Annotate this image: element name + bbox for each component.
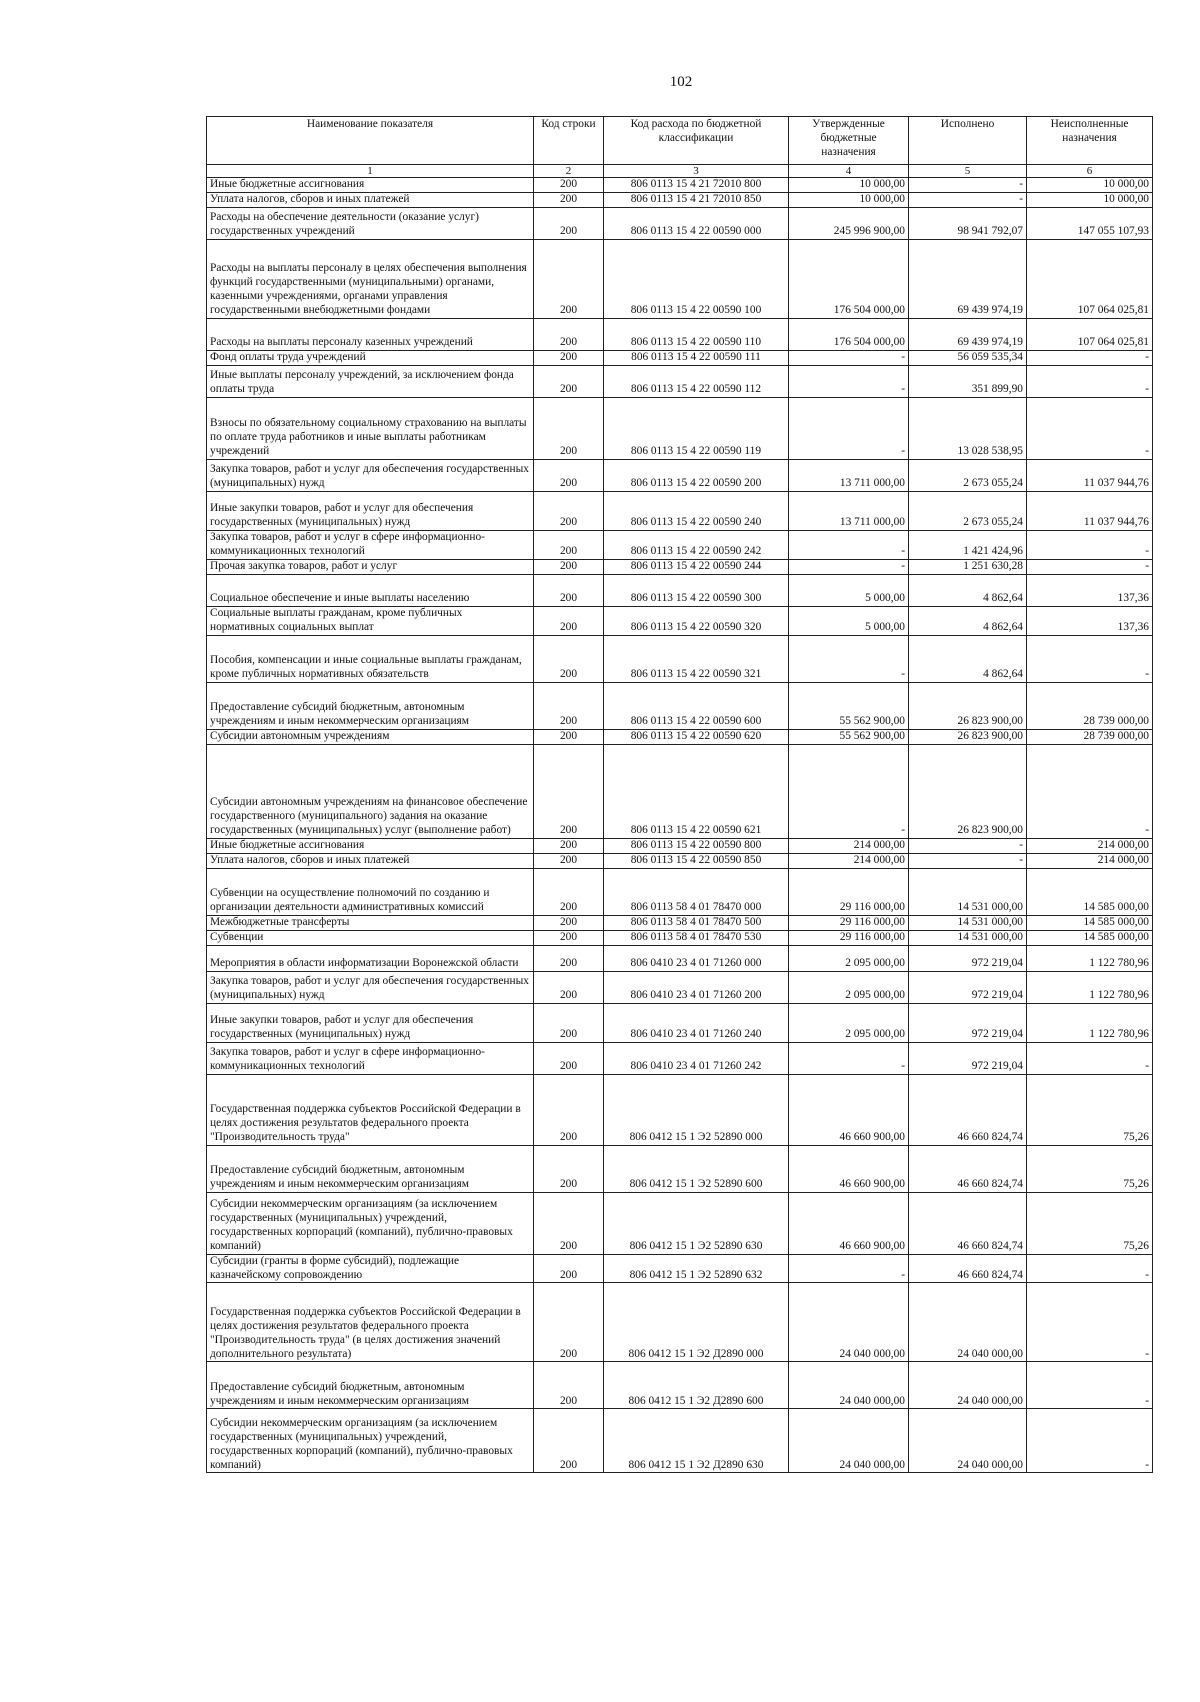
row-approved-amount: - [789, 366, 909, 398]
header-row [207, 117, 1153, 165]
row-unexecuted-amount: - [1027, 1042, 1153, 1074]
row-name: Расходы на выплаты персоналу в целях обеспечения выполнения функций государственными (муниципальными) органами, казенными учреждениями, органами управления государственными внебюджетными фондами [207, 240, 534, 319]
row-name: Иные закупки товаров, работ и услуг для обеспечения государственных (муниципальных) нужд [207, 492, 534, 531]
row-expense-code: 806 0113 15 4 22 00590 200 [604, 460, 789, 492]
row-approved-amount: 245 996 900,00 [789, 208, 909, 240]
row-expense-code: 806 0113 15 4 22 00590 850 [604, 853, 789, 868]
row-name: Субвенции [207, 930, 534, 945]
row-approved-amount: 29 116 000,00 [789, 868, 909, 915]
row-name: Фонд оплаты труда учреждений [207, 351, 534, 366]
row-approved-amount: 29 116 000,00 [789, 930, 909, 945]
table-row [207, 635, 1153, 682]
row-unexecuted-amount: 75,26 [1027, 1192, 1153, 1254]
table-row [207, 1042, 1153, 1074]
row-unexecuted-amount: 137,36 [1027, 574, 1153, 606]
row-unexecuted-amount: - [1027, 398, 1153, 460]
row-name: Мероприятия в области информатизации Воронежской области [207, 945, 534, 971]
row-name: Государственная поддержка субъектов Российской Федерации в целях достижения результатов федерального проекта "Производительность труда" [207, 1074, 534, 1145]
row-executed-amount: 4 862,64 [909, 574, 1027, 606]
row-line-code: 200 [534, 1362, 604, 1409]
row-name: Субсидии автономным учреждениям на финансовое обеспечение государственного (муниципального) задания на оказание государственных (муниципальных) услуг (выполнение работ) [207, 744, 534, 838]
row-approved-amount: 46 660 900,00 [789, 1192, 909, 1254]
table-row [207, 492, 1153, 531]
row-approved-amount: - [789, 398, 909, 460]
column-number: 4 [789, 165, 909, 178]
table-row [207, 945, 1153, 971]
row-expense-code: 806 0113 58 4 01 78470 530 [604, 930, 789, 945]
row-line-code: 200 [534, 915, 604, 930]
row-executed-amount: 46 660 824,74 [909, 1192, 1027, 1254]
row-line-code: 200 [534, 319, 604, 351]
row-executed-amount: 24 040 000,00 [909, 1409, 1027, 1473]
row-expense-code: 806 0113 15 4 22 00590 100 [604, 240, 789, 319]
row-line-code: 200 [534, 729, 604, 744]
row-unexecuted-amount: 147 055 107,93 [1027, 208, 1153, 240]
table-row [207, 930, 1153, 945]
row-unexecuted-amount: 75,26 [1027, 1074, 1153, 1145]
row-approved-amount: 5 000,00 [789, 574, 909, 606]
table-row [207, 971, 1153, 1003]
row-executed-amount: 14 531 000,00 [909, 915, 1027, 930]
row-executed-amount: 972 219,04 [909, 1042, 1027, 1074]
column-number: 1 [207, 165, 534, 178]
row-expense-code: 806 0113 15 4 22 00590 800 [604, 838, 789, 853]
row-executed-amount: 2 673 055,24 [909, 492, 1027, 531]
row-name: Взносы по обязательному социальному страхованию на выплаты по оплате труда работников и иные выплаты работникам учреждений [207, 398, 534, 460]
header-line-code: Код строки [534, 117, 604, 165]
row-line-code: 200 [534, 1254, 604, 1283]
row-approved-amount: 29 116 000,00 [789, 915, 909, 930]
table-row [207, 915, 1153, 930]
row-line-code: 200 [534, 853, 604, 868]
row-expense-code: 806 0113 15 4 22 00590 110 [604, 319, 789, 351]
row-expense-code: 806 0113 15 4 21 72010 850 [604, 193, 789, 208]
row-executed-amount: 13 028 538,95 [909, 398, 1027, 460]
row-executed-amount: 4 862,64 [909, 635, 1027, 682]
row-name: Иные бюджетные ассигнования [207, 838, 534, 853]
table-row [207, 1283, 1153, 1362]
row-unexecuted-amount: - [1027, 1362, 1153, 1409]
row-expense-code: 806 0410 23 4 01 71260 240 [604, 1003, 789, 1042]
row-unexecuted-amount: - [1027, 351, 1153, 366]
row-line-code: 200 [534, 1145, 604, 1192]
row-line-code: 200 [534, 1192, 604, 1254]
row-approved-amount: 55 562 900,00 [789, 682, 909, 729]
row-expense-code: 806 0410 23 4 01 71260 242 [604, 1042, 789, 1074]
row-unexecuted-amount: 75,26 [1027, 1145, 1153, 1192]
row-expense-code: 806 0412 15 1 Э2 52890 630 [604, 1192, 789, 1254]
row-expense-code: 806 0113 15 4 22 00590 112 [604, 366, 789, 398]
header-approved: Утвержденные бюджетные назначения [789, 117, 909, 165]
row-expense-code: 806 0113 15 4 22 00590 321 [604, 635, 789, 682]
row-unexecuted-amount: 14 585 000,00 [1027, 868, 1153, 915]
row-approved-amount: 10 000,00 [789, 178, 909, 193]
row-executed-amount: 69 439 974,19 [909, 240, 1027, 319]
row-executed-amount: 69 439 974,19 [909, 319, 1027, 351]
row-line-code: 200 [534, 531, 604, 560]
row-executed-amount: 4 862,64 [909, 606, 1027, 635]
header-executed: Исполнено [909, 117, 1027, 165]
row-unexecuted-amount: 28 739 000,00 [1027, 682, 1153, 729]
row-name: Субвенции на осуществление полномочий по созданию и организации деятельности административных комиссий [207, 868, 534, 915]
row-unexecuted-amount: 10 000,00 [1027, 178, 1153, 193]
row-unexecuted-amount: 11 037 944,76 [1027, 460, 1153, 492]
row-name: Социальное обеспечение и иные выплаты населению [207, 574, 534, 606]
row-unexecuted-amount: 14 585 000,00 [1027, 930, 1153, 945]
row-approved-amount: 24 040 000,00 [789, 1362, 909, 1409]
row-name: Межбюджетные трансферты [207, 915, 534, 930]
table-row [207, 1074, 1153, 1145]
table-row [207, 729, 1153, 744]
row-expense-code: 806 0412 15 1 Э2 Д2890 000 [604, 1283, 789, 1362]
row-executed-amount: 46 660 824,74 [909, 1074, 1027, 1145]
row-approved-amount: - [789, 744, 909, 838]
row-approved-amount: 176 504 000,00 [789, 240, 909, 319]
row-unexecuted-amount: 214 000,00 [1027, 838, 1153, 853]
row-line-code: 200 [534, 178, 604, 193]
row-expense-code: 806 0113 15 4 22 00590 000 [604, 208, 789, 240]
row-line-code: 200 [534, 945, 604, 971]
row-approved-amount: 214 000,00 [789, 838, 909, 853]
table-row [207, 1362, 1153, 1409]
row-name: Иные выплаты персоналу учреждений, за исключением фонда оплаты труда [207, 366, 534, 398]
row-expense-code: 806 0412 15 1 Э2 Д2890 630 [604, 1409, 789, 1473]
row-line-code: 200 [534, 682, 604, 729]
row-name: Пособия, компенсации и иные социальные выплаты гражданам, кроме публичных нормативных обязательств [207, 635, 534, 682]
table-row [207, 606, 1153, 635]
row-approved-amount: - [789, 559, 909, 574]
column-number: 3 [604, 165, 789, 178]
row-unexecuted-amount: - [1027, 635, 1153, 682]
row-approved-amount: 24 040 000,00 [789, 1409, 909, 1473]
row-executed-amount: - [909, 193, 1027, 208]
row-name: Закупка товаров, работ и услуг в сфере информационно-коммуникационных технологий [207, 531, 534, 560]
row-expense-code: 806 0113 15 4 22 00590 621 [604, 744, 789, 838]
row-line-code: 200 [534, 1283, 604, 1362]
row-executed-amount: 26 823 900,00 [909, 682, 1027, 729]
row-line-code: 200 [534, 460, 604, 492]
row-expense-code: 806 0410 23 4 01 71260 000 [604, 945, 789, 971]
row-executed-amount: 98 941 792,07 [909, 208, 1027, 240]
table-row [207, 682, 1153, 729]
row-executed-amount: 24 040 000,00 [909, 1283, 1027, 1362]
row-line-code: 200 [534, 635, 604, 682]
table-row [207, 868, 1153, 915]
row-line-code: 200 [534, 930, 604, 945]
row-name: Иные закупки товаров, работ и услуг для обеспечения государственных (муниципальных) нужд [207, 1003, 534, 1042]
row-unexecuted-amount: 1 122 780,96 [1027, 945, 1153, 971]
table-row [207, 531, 1153, 560]
row-expense-code: 806 0113 15 4 22 00590 320 [604, 606, 789, 635]
row-name: Предоставление субсидий бюджетным, автономным учреждениям и иным некоммерческим организациям [207, 1362, 534, 1409]
row-approved-amount: - [789, 531, 909, 560]
row-expense-code: 806 0113 15 4 22 00590 242 [604, 531, 789, 560]
header-name: Наименование показателя [207, 117, 534, 165]
budget-execution-table [206, 116, 1153, 1473]
row-expense-code: 806 0113 58 4 01 78470 000 [604, 868, 789, 915]
row-executed-amount: 46 660 824,74 [909, 1145, 1027, 1192]
table-row [207, 178, 1153, 193]
row-approved-amount: 2 095 000,00 [789, 1003, 909, 1042]
row-line-code: 200 [534, 1409, 604, 1473]
row-approved-amount: 24 040 000,00 [789, 1283, 909, 1362]
row-line-code: 200 [534, 351, 604, 366]
row-line-code: 200 [534, 838, 604, 853]
row-expense-code: 806 0412 15 1 Э2 52890 000 [604, 1074, 789, 1145]
row-expense-code: 806 0113 15 4 22 00590 111 [604, 351, 789, 366]
row-name: Субсидии (гранты в форме субсидий), подлежащие казначейскому сопровождению [207, 1254, 534, 1283]
row-name: Субсидии некоммерческим организациям (за исключением государственных (муниципальных) учреждений, государственных корпораций (компаний), публично-правовых компаний) [207, 1192, 534, 1254]
row-line-code: 200 [534, 868, 604, 915]
row-approved-amount: - [789, 1254, 909, 1283]
row-executed-amount: - [909, 178, 1027, 193]
row-executed-amount: 351 899,90 [909, 366, 1027, 398]
row-unexecuted-amount: 107 064 025,81 [1027, 319, 1153, 351]
row-unexecuted-amount: 10 000,00 [1027, 193, 1153, 208]
row-line-code: 200 [534, 744, 604, 838]
table-row [207, 853, 1153, 868]
row-unexecuted-amount: 28 739 000,00 [1027, 729, 1153, 744]
row-line-code: 200 [534, 240, 604, 319]
table-row [207, 559, 1153, 574]
table-row [207, 366, 1153, 398]
row-name: Субсидии некоммерческим организациям (за исключением государственных (муниципальных) учреждений, государственных корпораций (компаний), публично-правовых компаний) [207, 1409, 534, 1473]
row-unexecuted-amount: 1 122 780,96 [1027, 1003, 1153, 1042]
row-unexecuted-amount: - [1027, 559, 1153, 574]
row-executed-amount: 14 531 000,00 [909, 868, 1027, 915]
row-unexecuted-amount: - [1027, 1283, 1153, 1362]
table-row [207, 1003, 1153, 1042]
row-executed-amount: 972 219,04 [909, 971, 1027, 1003]
column-number: 5 [909, 165, 1027, 178]
row-name: Предоставление субсидий бюджетным, автономным учреждениям и иным некоммерческим организациям [207, 682, 534, 729]
row-line-code: 200 [534, 1042, 604, 1074]
row-executed-amount: 46 660 824,74 [909, 1254, 1027, 1283]
column-number: 2 [534, 165, 604, 178]
table-row [207, 193, 1153, 208]
row-name: Расходы на обеспечение деятельности (оказание услуг) государственных учреждений [207, 208, 534, 240]
row-executed-amount: 972 219,04 [909, 945, 1027, 971]
row-name: Уплата налогов, сборов и иных платежей [207, 853, 534, 868]
row-approved-amount: 10 000,00 [789, 193, 909, 208]
row-name: Закупка товаров, работ и услуг для обеспечения государственных (муниципальных) нужд [207, 460, 534, 492]
row-line-code: 200 [534, 366, 604, 398]
row-expense-code: 806 0113 15 4 22 00590 244 [604, 559, 789, 574]
table-row [207, 1254, 1153, 1283]
row-approved-amount: 46 660 900,00 [789, 1145, 909, 1192]
row-expense-code: 806 0412 15 1 Э2 Д2890 600 [604, 1362, 789, 1409]
row-executed-amount: 26 823 900,00 [909, 729, 1027, 744]
row-expense-code: 806 0113 15 4 21 72010 800 [604, 178, 789, 193]
row-line-code: 200 [534, 492, 604, 531]
row-unexecuted-amount: 137,36 [1027, 606, 1153, 635]
table-body [207, 178, 1153, 1473]
table-row [207, 208, 1153, 240]
table-row [207, 319, 1153, 351]
row-executed-amount: 56 059 535,34 [909, 351, 1027, 366]
row-approved-amount: 5 000,00 [789, 606, 909, 635]
row-executed-amount: 24 040 000,00 [909, 1362, 1027, 1409]
row-expense-code: 806 0113 15 4 22 00590 240 [604, 492, 789, 531]
row-approved-amount: 13 711 000,00 [789, 460, 909, 492]
row-unexecuted-amount: 11 037 944,76 [1027, 492, 1153, 531]
row-executed-amount: 2 673 055,24 [909, 460, 1027, 492]
row-approved-amount: 55 562 900,00 [789, 729, 909, 744]
row-approved-amount: - [789, 635, 909, 682]
row-line-code: 200 [534, 1003, 604, 1042]
row-line-code: 200 [534, 1074, 604, 1145]
row-expense-code: 806 0113 15 4 22 00590 300 [604, 574, 789, 606]
row-unexecuted-amount: 214 000,00 [1027, 853, 1153, 868]
row-executed-amount: 26 823 900,00 [909, 744, 1027, 838]
row-approved-amount: 13 711 000,00 [789, 492, 909, 531]
row-expense-code: 806 0113 58 4 01 78470 500 [604, 915, 789, 930]
row-name: Расходы на выплаты персоналу казенных учреждений [207, 319, 534, 351]
row-expense-code: 806 0412 15 1 Э2 52890 632 [604, 1254, 789, 1283]
header-expense-code: Код расхода по бюджетной классификации [604, 117, 789, 165]
table-row [207, 351, 1153, 366]
table-row [207, 838, 1153, 853]
row-name: Закупка товаров, работ и услуг для обеспечения государственных (муниципальных) нужд [207, 971, 534, 1003]
row-line-code: 200 [534, 208, 604, 240]
table-row [207, 1409, 1153, 1473]
row-line-code: 200 [534, 193, 604, 208]
column-number-row [207, 165, 1153, 178]
row-executed-amount: 14 531 000,00 [909, 930, 1027, 945]
row-name: Прочая закупка товаров, работ и услуг [207, 559, 534, 574]
row-approved-amount: 214 000,00 [789, 853, 909, 868]
table-row [207, 460, 1153, 492]
row-executed-amount: 972 219,04 [909, 1003, 1027, 1042]
row-unexecuted-amount: - [1027, 1409, 1153, 1473]
column-number: 6 [1027, 165, 1153, 178]
row-expense-code: 806 0113 15 4 22 00590 119 [604, 398, 789, 460]
table-row [207, 1145, 1153, 1192]
table-row [207, 744, 1153, 838]
row-expense-code: 806 0412 15 1 Э2 52890 600 [604, 1145, 789, 1192]
row-unexecuted-amount: - [1027, 531, 1153, 560]
row-name: Предоставление субсидий бюджетным, автономным учреждениям и иным некоммерческим организациям [207, 1145, 534, 1192]
table-row [207, 398, 1153, 460]
row-line-code: 200 [534, 971, 604, 1003]
page-number: 102 [669, 74, 693, 90]
row-name: Социальные выплаты гражданам, кроме публичных нормативных социальных выплат [207, 606, 534, 635]
row-executed-amount: - [909, 853, 1027, 868]
header-unexecuted: Неисполненные назначения [1027, 117, 1153, 165]
row-approved-amount: - [789, 351, 909, 366]
row-unexecuted-amount: - [1027, 744, 1153, 838]
row-name: Иные бюджетные ассигнования [207, 178, 534, 193]
row-unexecuted-amount: - [1027, 1254, 1153, 1283]
row-unexecuted-amount: - [1027, 366, 1153, 398]
row-approved-amount: 176 504 000,00 [789, 319, 909, 351]
table-row [207, 574, 1153, 606]
row-name: Субсидии автономным учреждениям [207, 729, 534, 744]
row-approved-amount: 2 095 000,00 [789, 945, 909, 971]
row-executed-amount: 1 251 630,28 [909, 559, 1027, 574]
row-executed-amount: 1 421 424,96 [909, 531, 1027, 560]
row-line-code: 200 [534, 606, 604, 635]
row-unexecuted-amount: 107 064 025,81 [1027, 240, 1153, 319]
row-approved-amount: - [789, 1042, 909, 1074]
row-line-code: 200 [534, 398, 604, 460]
row-unexecuted-amount: 14 585 000,00 [1027, 915, 1153, 930]
row-line-code: 200 [534, 559, 604, 574]
table-row [207, 1192, 1153, 1254]
row-line-code: 200 [534, 574, 604, 606]
row-expense-code: 806 0113 15 4 22 00590 600 [604, 682, 789, 729]
row-expense-code: 806 0113 15 4 22 00590 620 [604, 729, 789, 744]
row-approved-amount: 46 660 900,00 [789, 1074, 909, 1145]
table-row [207, 240, 1153, 319]
row-unexecuted-amount: 1 122 780,96 [1027, 971, 1153, 1003]
row-name: Закупка товаров, работ и услуг в сфере информационно-коммуникационных технологий [207, 1042, 534, 1074]
row-name: Государственная поддержка субъектов Российской Федерации в целях достижения результатов федерального проекта "Производительность труда" (в целях достижения значений дополнительного результата) [207, 1283, 534, 1362]
row-approved-amount: 2 095 000,00 [789, 971, 909, 1003]
row-expense-code: 806 0410 23 4 01 71260 200 [604, 971, 789, 1003]
row-executed-amount: - [909, 838, 1027, 853]
row-name: Уплата налогов, сборов и иных платежей [207, 193, 534, 208]
